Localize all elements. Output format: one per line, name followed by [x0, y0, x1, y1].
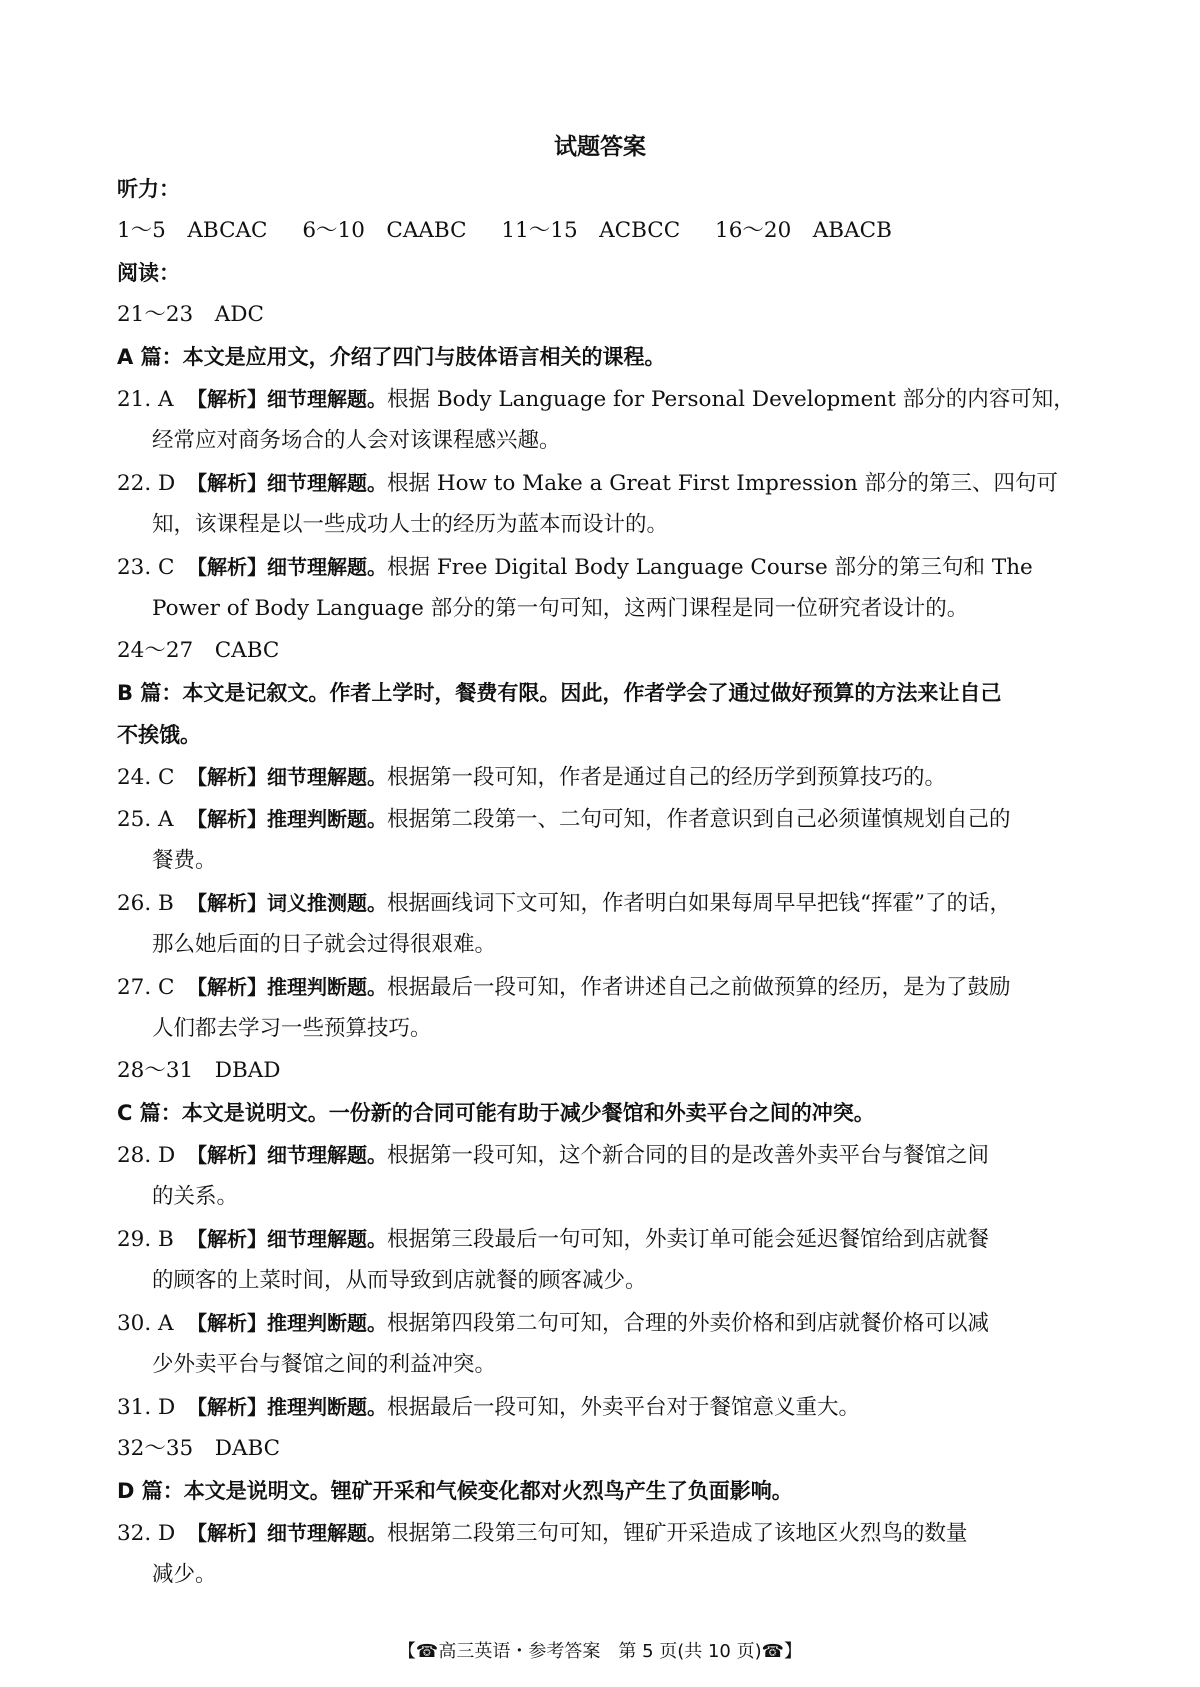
explanation-row [117, 1134, 1097, 1176]
explanation-text: 根据最后一段可知，外卖平台对于餐馆意义重大。 [387, 1395, 861, 1420]
explanation-tag: 【解析】细节理解题。 [187, 765, 387, 789]
answer-range: 28～31 DBAD [117, 1058, 281, 1083]
explanation-text: 知，该课程是以一些成功人士的经历为蓝本而设计的。 [152, 512, 669, 537]
explanation-row [117, 1302, 1097, 1344]
explanation-text: 根据画线词下文可知，作者明白如果每周早早把钱“挥霍”了的话， [387, 891, 1011, 916]
explanation-text: 经常应对商务场合的人会对该课程感兴趣。 [152, 428, 561, 453]
answer-range: 32～35 DABC [117, 1436, 281, 1461]
explanation-tag: 【解析】细节理解题。 [187, 387, 387, 411]
explanation-tag: 【解析】词义推测题。 [187, 891, 387, 915]
passage-summary: D 篇：本文是说明文。锂矿开采和气候变化都对火烈鸟产生了负面影响。 [117, 1479, 793, 1503]
page-footer: 【☎高三英语・参考答案 第 5 页(共 10 页)☎】 [397, 1641, 803, 1662]
explanation-row [117, 546, 1097, 588]
listening-heading: 听力： [117, 177, 180, 201]
question-number: 23. C [117, 555, 175, 580]
explanation-row [117, 1176, 1097, 1218]
explanation-row [117, 420, 1097, 462]
answer-content [117, 168, 1097, 1596]
explanation-row [117, 1218, 1097, 1260]
explanation-row [117, 462, 1097, 504]
explanation-tag: 【解析】细节理解题。 [187, 471, 387, 495]
question-number: 30. A [117, 1311, 174, 1336]
explanation-text: 人们都去学习一些预算技巧。 [152, 1016, 432, 1041]
explanation-text: Power of Body Language 部分的第一句可知，这两门课程是同一位研究者设计的。 [152, 596, 969, 621]
explanation-row [117, 1008, 1097, 1050]
question-explanation [117, 378, 1097, 462]
listening-answers [117, 210, 1097, 252]
question-number: 31. D [117, 1395, 176, 1420]
explanation-row [117, 504, 1097, 546]
explanation-text: 那么她后面的日子就会过得很艰难。 [152, 932, 497, 957]
explanation-text: 根据第一段可知，作者是通过自己的经历学到预算技巧的。 [387, 765, 947, 790]
question-explanation [117, 882, 1097, 966]
explanation-row [117, 1386, 1097, 1428]
explanation-text: 根据第二段第三句可知，锂矿开采造成了该地区火烈鸟的数量 [387, 1521, 968, 1546]
explanation-row [117, 378, 1097, 420]
question-number: 26. B [117, 891, 174, 916]
question-explanation [117, 1302, 1097, 1386]
answer-range: 24～27 CABC [117, 638, 280, 663]
listening-group: 6～10 CAABC [302, 218, 467, 243]
question-number: 24. C [117, 765, 175, 790]
question-explanation [117, 1512, 1097, 1596]
passage-summary-cont: 不挨饿。 [117, 723, 201, 747]
explanation-text: 餐费。 [152, 848, 217, 873]
question-explanation [117, 798, 1097, 882]
explanation-row [117, 882, 1097, 924]
explanation-tag: 【解析】推理判断题。 [187, 1395, 387, 1419]
passage-summary: B 篇：本文是记叙文。作者上学时，餐费有限。因此，作者学会了通过做好预算的方法来让自己 [117, 681, 1002, 705]
question-number: 25. A [117, 807, 174, 832]
explanation-row [117, 840, 1097, 882]
explanation-row [117, 1260, 1097, 1302]
explanation-tag: 【解析】细节理解题。 [187, 1227, 387, 1251]
question-number: 21. A [117, 387, 174, 412]
question-number: 32. D [117, 1521, 176, 1546]
explanation-row [117, 798, 1097, 840]
explanation-text: 减少。 [152, 1562, 217, 1587]
listening-group: 1～5 ABCAC [117, 218, 268, 243]
explanation-text: 的关系。 [152, 1184, 239, 1209]
explanation-text: 根据第一段可知，这个新合同的目的是改善外卖平台与餐馆之间 [387, 1143, 990, 1168]
listening-group: 16～20 ABACB [715, 218, 892, 243]
explanation-tag: 【解析】细节理解题。 [187, 1143, 387, 1167]
explanation-row [117, 1512, 1097, 1554]
passage-summary: C 篇：本文是说明文。一份新的合同可能有助于减少餐馆和外卖平台之间的冲突。 [117, 1101, 875, 1125]
page-title: 试题答案 [554, 134, 646, 160]
question-explanation [117, 1218, 1097, 1302]
explanation-row [117, 966, 1097, 1008]
explanation-row [117, 756, 1097, 798]
explanation-text: 的顾客的上菜时间，从而导致到店就餐的顾客减少。 [152, 1268, 647, 1293]
explanation-tag: 【解析】推理判断题。 [187, 975, 387, 999]
passage-summary: A 篇：本文是应用文，介绍了四门与肢体语言相关的课程。 [117, 345, 666, 369]
question-number: 29. B [117, 1227, 174, 1252]
question-explanation [117, 546, 1097, 630]
explanation-row [117, 1554, 1097, 1596]
question-explanation [117, 756, 1097, 798]
explanation-text: 根据第四段第二句可知，合理的外卖价格和到店就餐价格可以减 [387, 1311, 990, 1336]
question-explanation [117, 1386, 1097, 1428]
question-explanation [117, 966, 1097, 1050]
explanation-text: 根据最后一段可知，作者讲述自己之前做预算的经历，是为了鼓励 [387, 975, 1011, 1000]
question-explanation [117, 1134, 1097, 1218]
question-number: 22. D [117, 471, 176, 496]
explanation-row [117, 924, 1097, 966]
explanation-text: 根据 How to Make a Great First Impression 部分的第三、四句可 [387, 471, 1059, 496]
listening-group: 11～15 ACBCC [501, 218, 681, 243]
explanation-tag: 【解析】细节理解题。 [187, 1521, 387, 1545]
answer-range: 21～23 ADC [117, 302, 264, 327]
explanation-text: 根据 Free Digital Body Language Course 部分的第三句和 The [387, 555, 1033, 580]
question-explanation [117, 462, 1097, 546]
explanation-text: 根据第三段最后一句可知，外卖订单可能会延迟餐馆给到店就餐 [387, 1227, 990, 1252]
question-number: 27. C [117, 975, 175, 1000]
explanation-tag: 【解析】推理判断题。 [187, 807, 387, 831]
explanation-row [117, 1344, 1097, 1386]
explanation-text: 少外卖平台与餐馆之间的利益冲突。 [152, 1352, 497, 1377]
explanation-tag: 【解析】推理判断题。 [187, 1311, 387, 1335]
explanation-tag: 【解析】细节理解题。 [187, 555, 387, 579]
explanation-text: 根据第二段第一、二句可知，作者意识到自己必须谨慎规划自己的 [387, 807, 1011, 832]
reading-heading: 阅读： [117, 261, 180, 285]
reading-answers [117, 294, 1097, 1596]
explanation-row [117, 588, 1097, 630]
explanation-text: 根据 Body Language for Personal Development 部分的内容可知， [387, 387, 1075, 412]
question-number: 28. D [117, 1143, 176, 1168]
